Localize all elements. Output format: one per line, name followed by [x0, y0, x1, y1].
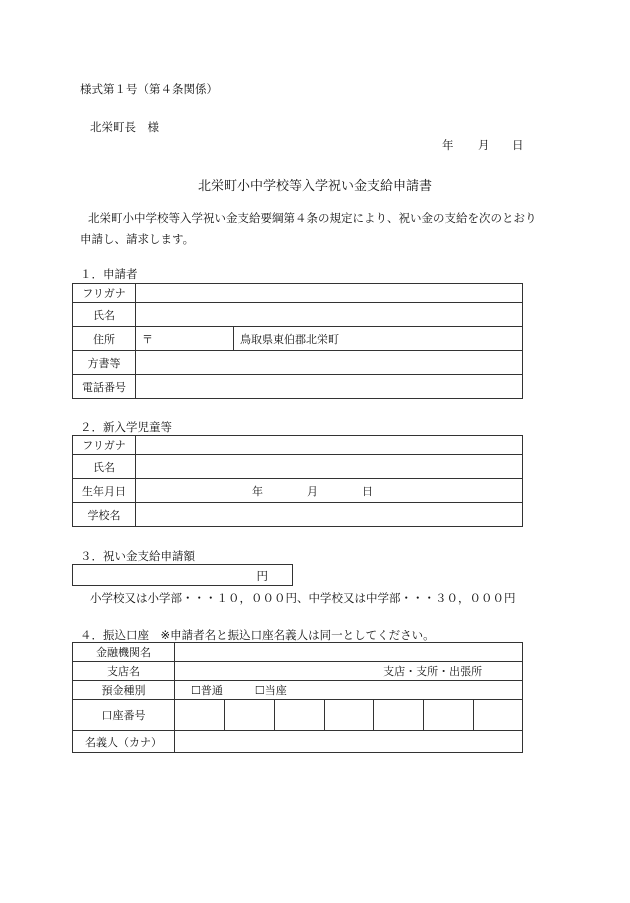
date-day-label: 日	[512, 138, 524, 152]
child-school-field[interactable]	[136, 503, 523, 527]
applicant-katagaki-label: 方書等	[73, 351, 136, 375]
account-digit-box[interactable]	[275, 700, 325, 731]
child-heading: ２．新入学児童等	[80, 420, 172, 434]
bank-holder-label: 名義人（カナ）	[73, 731, 175, 753]
account-digit-box[interactable]	[175, 700, 225, 731]
child-furigana-field[interactable]	[136, 436, 523, 455]
birth-month-label: 月	[307, 484, 318, 498]
applicant-address-label: 住所	[73, 327, 136, 351]
bank-holder-field[interactable]	[175, 731, 523, 753]
birth-year-label: 年	[252, 484, 263, 498]
applicant-katagaki-field[interactable]	[136, 351, 523, 375]
applicant-phone-label: 電話番号	[73, 375, 136, 399]
child-name-label: 氏名	[73, 455, 136, 479]
bank-heading: ４．振込口座 ※申請者名と振込口座名義人は同一としてください。	[80, 628, 435, 642]
branch-suffix: 支店・支所・出張所	[383, 665, 483, 678]
applicant-phone-field[interactable]	[136, 375, 523, 399]
document-title: 北栄町小中学校等入学祝い金支給申請書	[197, 179, 432, 194]
address-prefix: 鳥取県東伯郡北栄町	[240, 332, 339, 346]
bank-account-type-field	[175, 681, 523, 700]
intro-line-2: 申請し、請求します。	[80, 232, 195, 246]
bank-account-type-label: 預金種別	[73, 681, 175, 700]
account-digit-box[interactable]	[474, 700, 523, 731]
account-digit-box[interactable]	[225, 700, 275, 731]
applicant-postal-field[interactable]	[136, 327, 234, 351]
amount-field[interactable]	[72, 564, 293, 586]
futsu-checkbox[interactable]: ☐普通	[191, 684, 223, 697]
bank-branch-field[interactable]	[175, 662, 523, 681]
intro-line-1: 北栄町小中学校等入学祝い金支給要綱第４条の規定により、祝い金の支給を次のとおり	[88, 211, 537, 225]
date-year-label: 年	[442, 138, 454, 152]
bank-table	[72, 642, 523, 753]
bank-branch-label: 支店名	[73, 662, 175, 681]
date-month-label: 月	[478, 138, 490, 152]
form-number: 様式第１号（第４条関係）	[80, 82, 218, 96]
child-school-label: 学校名	[73, 503, 136, 527]
applicant-heading: １．申請者	[80, 267, 138, 281]
touza-checkbox[interactable]: ☐当座	[254, 684, 287, 697]
amount-heading: ３．祝い金支給申請額	[80, 549, 195, 563]
yen-label: 円	[256, 569, 268, 583]
applicant-furigana-field[interactable]	[136, 284, 523, 303]
applicant-name-label: 氏名	[73, 303, 136, 327]
bank-account-number-label: 口座番号	[73, 700, 175, 731]
postal-mark: 〒	[142, 332, 153, 346]
applicant-name-field[interactable]	[136, 303, 523, 327]
child-table	[72, 435, 523, 527]
account-digit-box[interactable]	[374, 700, 424, 731]
child-birthdate-label: 生年月日	[73, 479, 136, 503]
addressee: 北栄町長 様	[90, 120, 159, 134]
child-furigana-label: フリガナ	[73, 436, 136, 455]
applicant-address-field[interactable]	[234, 327, 523, 351]
bank-institution-label: 金融機関名	[73, 643, 175, 662]
applicant-table	[72, 283, 523, 399]
bank-institution-field[interactable]	[175, 643, 523, 662]
birth-day-label: 日	[362, 484, 373, 498]
child-name-field[interactable]	[136, 455, 523, 479]
amount-note: 小学校又は小学部・・・１０，０００円、中学校又は中学部・・・３０，０００円	[90, 591, 516, 605]
account-digit-box[interactable]	[424, 700, 474, 731]
account-digit-box[interactable]	[325, 700, 374, 731]
child-birthdate-field[interactable]	[136, 479, 523, 503]
applicant-furigana-label: フリガナ	[73, 284, 136, 303]
